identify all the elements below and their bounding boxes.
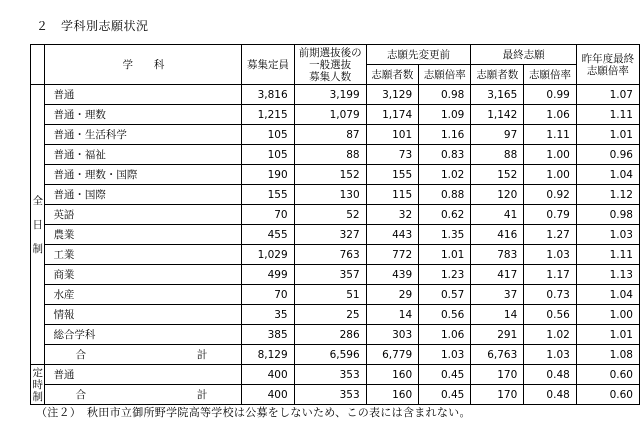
col-general-recruit-header: 前期選抜後の 一般選抜 募集人数 — [294, 45, 366, 85]
last-cell: 1.11 — [576, 245, 639, 265]
general-cell: 357 — [294, 265, 366, 285]
quota-cell: 155 — [242, 185, 294, 205]
col-pre-change-group-header: 志願先変更前 — [366, 45, 471, 65]
col-final-ratio-header: 志願倍率 — [524, 65, 577, 85]
group-label — [31, 365, 45, 405]
pre-app-cell: 772 — [366, 245, 419, 265]
quota-cell: 190 — [242, 165, 294, 185]
subject-cell: 商業 — [45, 265, 242, 285]
final-ratio-cell: 1.27 — [524, 225, 577, 245]
subject-cell: 普通・生活科学 — [45, 125, 242, 145]
table-row — [31, 145, 640, 165]
general-cell: 51 — [294, 285, 366, 305]
pre-ratio-cell: 1.06 — [419, 325, 471, 345]
col-final-applicants-header: 志願者数 — [471, 65, 524, 85]
quota-cell: 35 — [242, 305, 294, 325]
pre-app-cell: 14 — [366, 305, 419, 325]
table-row — [31, 265, 640, 285]
general-cell: 130 — [294, 185, 366, 205]
table-row — [31, 85, 640, 105]
pre-app-cell: 3,129 — [366, 85, 419, 105]
final-app-cell: 41 — [471, 205, 524, 225]
final-ratio-cell: 0.56 — [524, 305, 577, 325]
total-row — [31, 345, 640, 365]
footnote: （注２） 秋田市立御所野学院高等学校は公募をしないため、この表には含まれない。 — [36, 406, 471, 419]
group-label-char: 制 — [32, 242, 43, 255]
subject-cell: 水産 — [45, 285, 242, 305]
final-app-cell: 291 — [471, 325, 524, 345]
table-row — [31, 185, 640, 205]
general-cell: 6,596 — [294, 345, 366, 365]
group-label-char: 日 — [32, 218, 43, 231]
general-cell: 353 — [294, 365, 366, 385]
pre-app-cell: 32 — [366, 205, 419, 225]
subject-cell: 普通・理数・国際 — [45, 165, 242, 185]
pre-app-cell: 115 — [366, 185, 419, 205]
last-cell: 0.60 — [576, 385, 639, 405]
pre-ratio-cell: 0.57 — [419, 285, 471, 305]
pre-app-cell: 73 — [366, 145, 419, 165]
final-app-cell: 37 — [471, 285, 524, 305]
pre-ratio-cell: 1.01 — [419, 245, 471, 265]
last-cell: 1.11 — [576, 105, 639, 125]
section-heading: ２ 学科別志願状況 — [36, 19, 149, 33]
final-ratio-cell: 1.03 — [524, 245, 577, 265]
final-app-cell: 1,142 — [471, 105, 524, 125]
general-cell: 1,079 — [294, 105, 366, 125]
table-row — [31, 105, 640, 125]
final-ratio-cell: 1.00 — [524, 165, 577, 185]
subject-cell: 工業 — [45, 245, 242, 265]
general-cell: 87 — [294, 125, 366, 145]
final-app-cell: 170 — [471, 365, 524, 385]
final-ratio-cell: 0.99 — [524, 85, 577, 105]
pre-ratio-cell: 0.45 — [419, 385, 471, 405]
general-cell: 353 — [294, 385, 366, 405]
col-pre-applicants-header: 志願者数 — [366, 65, 419, 85]
quota-cell: 385 — [242, 325, 294, 345]
col-pre-ratio-header: 志願倍率 — [419, 65, 471, 85]
subject-cell: 普通 — [45, 365, 242, 385]
quota-cell: 8,129 — [242, 345, 294, 365]
pre-app-cell: 155 — [366, 165, 419, 185]
pre-app-cell: 439 — [366, 265, 419, 285]
subject-cell: 普通・理数 — [45, 105, 242, 125]
group-label-char: 全 — [32, 194, 43, 207]
pre-app-cell: 1,174 — [366, 105, 419, 125]
last-cell: 1.08 — [576, 345, 639, 365]
pre-ratio-cell: 1.09 — [419, 105, 471, 125]
final-ratio-cell: 0.73 — [524, 285, 577, 305]
pre-app-cell: 303 — [366, 325, 419, 345]
table-row — [31, 125, 640, 145]
final-ratio-cell: 1.06 — [524, 105, 577, 125]
final-app-cell: 3,165 — [471, 85, 524, 105]
table-row — [31, 165, 640, 185]
table-row — [31, 365, 640, 385]
subject-cell: 農業 — [45, 225, 242, 245]
last-cell: 1.01 — [576, 125, 639, 145]
final-app-cell: 14 — [471, 305, 524, 325]
pre-ratio-cell: 0.62 — [419, 205, 471, 225]
pre-app-cell: 160 — [366, 365, 419, 385]
general-cell: 286 — [294, 325, 366, 345]
quota-cell: 105 — [242, 145, 294, 165]
quota-cell: 70 — [242, 285, 294, 305]
total-label: 合 計 — [45, 385, 242, 405]
corner-cell — [31, 45, 45, 85]
pre-app-cell: 443 — [366, 225, 419, 245]
col-last-year-header: 昨年度最終 志願倍率 — [576, 45, 639, 85]
pre-ratio-cell: 1.23 — [419, 265, 471, 285]
last-cell: 1.04 — [576, 165, 639, 185]
pre-ratio-cell: 0.56 — [419, 305, 471, 325]
quota-cell: 70 — [242, 205, 294, 225]
table-row — [31, 325, 640, 345]
final-app-cell: 152 — [471, 165, 524, 185]
pre-ratio-cell: 1.02 — [419, 165, 471, 185]
pre-ratio-cell: 1.03 — [419, 345, 471, 365]
table-row — [31, 225, 640, 245]
subject-cell: 普通 — [45, 85, 242, 105]
final-ratio-cell: 0.48 — [524, 365, 577, 385]
last-cell: 1.13 — [576, 265, 639, 285]
quota-cell: 400 — [242, 365, 294, 385]
pre-app-cell: 6,779 — [366, 345, 419, 365]
final-ratio-cell: 1.17 — [524, 265, 577, 285]
final-app-cell: 170 — [471, 385, 524, 405]
general-cell: 763 — [294, 245, 366, 265]
col-quota-header: 募集定員 — [242, 45, 294, 85]
last-cell: 1.00 — [576, 305, 639, 325]
general-cell: 152 — [294, 165, 366, 185]
last-cell: 1.12 — [576, 185, 639, 205]
quota-cell: 455 — [242, 225, 294, 245]
pre-ratio-cell: 1.35 — [419, 225, 471, 245]
pre-app-cell: 101 — [366, 125, 419, 145]
table-row — [31, 245, 640, 265]
group-label-char: 制 — [32, 390, 43, 403]
quota-cell: 105 — [242, 125, 294, 145]
final-app-cell: 783 — [471, 245, 524, 265]
group-label-char: 定 — [32, 366, 43, 379]
col-subject-header: 学 科 — [45, 45, 242, 85]
pre-app-cell: 160 — [366, 385, 419, 405]
pre-ratio-cell: 0.98 — [419, 85, 471, 105]
total-row — [31, 385, 640, 405]
final-ratio-cell: 0.92 — [524, 185, 577, 205]
final-ratio-cell: 1.11 — [524, 125, 577, 145]
quota-cell: 1,029 — [242, 245, 294, 265]
table-row — [31, 305, 640, 325]
last-cell: 0.96 — [576, 145, 639, 165]
pre-ratio-cell: 0.83 — [419, 145, 471, 165]
last-cell: 1.01 — [576, 325, 639, 345]
group-label-char: 時 — [32, 378, 43, 391]
last-cell: 0.60 — [576, 365, 639, 385]
total-label: 合 計 — [45, 345, 242, 365]
pre-ratio-cell: 0.88 — [419, 185, 471, 205]
final-ratio-cell: 1.02 — [524, 325, 577, 345]
subject-cell: 情報 — [45, 305, 242, 325]
last-cell: 1.04 — [576, 285, 639, 305]
pre-ratio-cell: 0.45 — [419, 365, 471, 385]
general-cell: 88 — [294, 145, 366, 165]
final-app-cell: 417 — [471, 265, 524, 285]
final-ratio-cell: 0.48 — [524, 385, 577, 405]
final-ratio-cell: 1.03 — [524, 345, 577, 365]
final-app-cell: 6,763 — [471, 345, 524, 365]
quota-cell: 499 — [242, 265, 294, 285]
final-app-cell: 416 — [471, 225, 524, 245]
pre-ratio-cell: 1.16 — [419, 125, 471, 145]
final-app-cell: 120 — [471, 185, 524, 205]
subject-cell: 総合学科 — [45, 325, 242, 345]
subject-cell: 普通・国際 — [45, 185, 242, 205]
last-cell: 0.98 — [576, 205, 639, 225]
final-ratio-cell: 0.79 — [524, 205, 577, 225]
table-row — [31, 285, 640, 305]
final-app-cell: 88 — [471, 145, 524, 165]
general-cell: 52 — [294, 205, 366, 225]
general-cell: 3,199 — [294, 85, 366, 105]
application-status-table — [30, 44, 640, 405]
col-final-group-header: 最終志願 — [471, 45, 576, 65]
final-app-cell: 97 — [471, 125, 524, 145]
general-cell: 327 — [294, 225, 366, 245]
subject-cell: 普通・福祉 — [45, 145, 242, 165]
table-body — [31, 85, 640, 405]
final-ratio-cell: 1.00 — [524, 145, 577, 165]
quota-cell: 400 — [242, 385, 294, 405]
last-cell: 1.03 — [576, 225, 639, 245]
group-label — [31, 85, 45, 365]
table-row — [31, 205, 640, 225]
quota-cell: 1,215 — [242, 105, 294, 125]
quota-cell: 3,816 — [242, 85, 294, 105]
general-cell: 25 — [294, 305, 366, 325]
subject-cell: 英語 — [45, 205, 242, 225]
last-cell: 1.07 — [576, 85, 639, 105]
pre-app-cell: 29 — [366, 285, 419, 305]
